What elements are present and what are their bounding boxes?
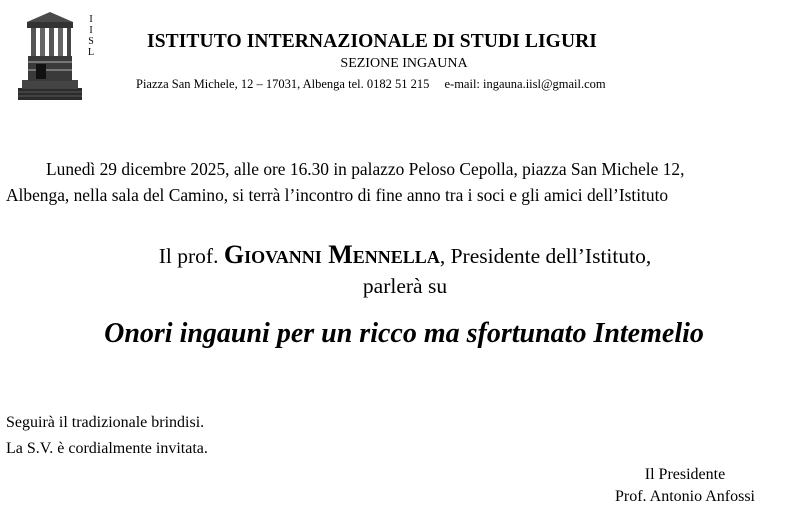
speaker-name: Giovanni Mennella [223, 240, 440, 269]
speaker-topic-intro: parlerà su [362, 274, 448, 298]
announcement-paragraph [6, 156, 800, 208]
email-address: e-mail: ingauna.iisl@gmail.com [444, 77, 606, 91]
speaker-prefix: Il prof. [158, 244, 219, 268]
announcement-line: Lunedì 29 dicembre 2025, alle ore 16.30 in palazzo Peloso Cepolla, piazza San Michele 12, [46, 159, 685, 179]
signature-block [580, 464, 790, 508]
logo-letter: S [88, 36, 94, 47]
announcement-line: Albenga, nella sala del Camino, si terrà l’incontro di fine anno tra i soci e gli amici dell’Istituto [6, 185, 669, 205]
speaker-line [10, 240, 800, 271]
logo-letter: L [87, 47, 95, 58]
speaker-role: , Presidente dell’Istituto, [439, 244, 652, 268]
logo-letters [86, 14, 96, 58]
signature-name: Prof. Antonio Anfossi [614, 488, 755, 505]
talk-title: Onori ingauni per un ricco ma sfortunato Intemelio [104, 318, 704, 349]
signature-role: Il Presidente [644, 466, 726, 483]
closing-line: Seguirà il tradizionale brindisi. [6, 414, 205, 431]
closing-block [6, 410, 208, 462]
address-line [136, 77, 606, 92]
closing-line: La S.V. è cordialmente invitata. [6, 440, 208, 457]
speaker-block [0, 240, 800, 301]
institute-name: ISTITUTO INTERNAZIONALE DI STUDI LIGURI [147, 31, 598, 52]
postal-address: Piazza San Michele, 12 – 17031, Albenga tel. 0182 51 215 [136, 77, 430, 91]
logo-letter: I [89, 25, 93, 36]
logo-letter: I [89, 14, 93, 25]
section-name: SEZIONE INGAUNA [340, 56, 468, 71]
